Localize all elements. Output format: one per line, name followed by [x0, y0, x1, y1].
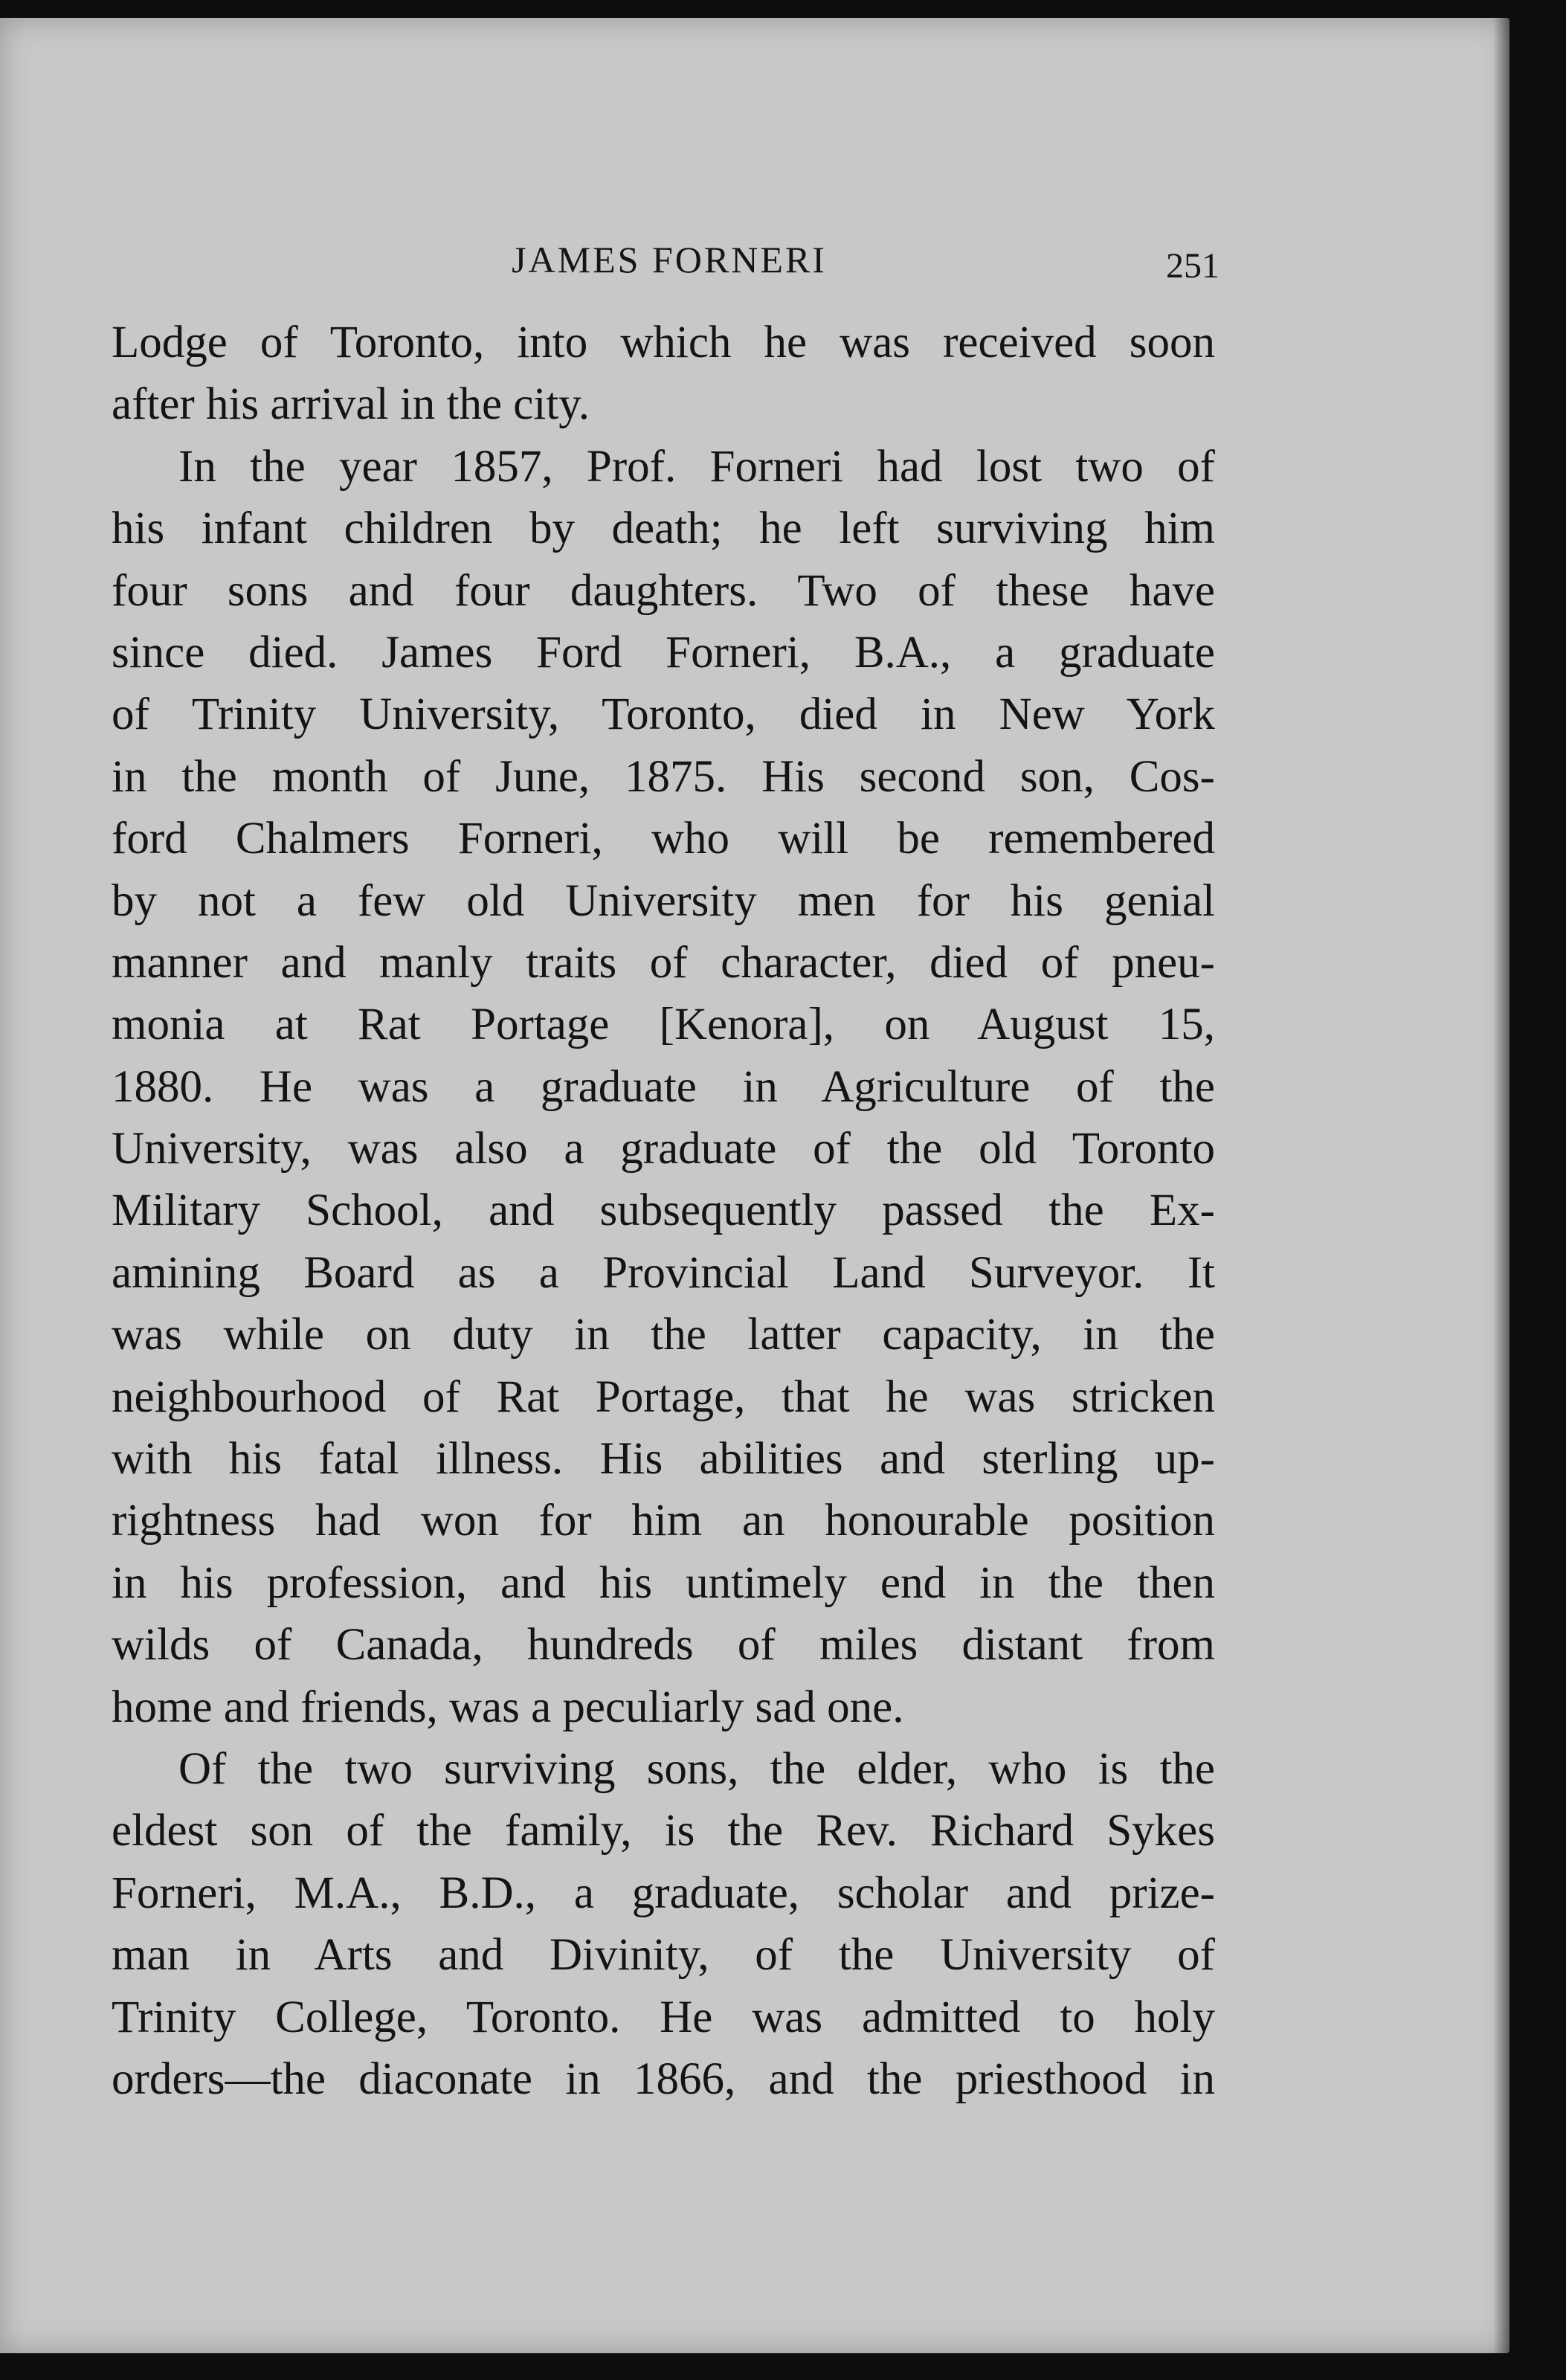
text-line: since died. James Ford Forneri, B.A., a graduate	[112, 627, 1215, 678]
text-line: was while on duty in the latter capacity, in the	[112, 1310, 1215, 1360]
text-line: eldest son of the family, is the Rev. Richard Sykes	[112, 1806, 1215, 1856]
text-line: monia at Rat Portage [Kenora], on August 15,	[112, 1000, 1215, 1050]
text-line: Forneri, M.A., B.D., a graduate, scholar and prize-	[112, 1868, 1215, 1918]
text-line: in his profession, and his untimely end in the then	[112, 1557, 1215, 1608]
text-line: rightness had won for him an honourable position	[112, 1496, 1215, 1546]
text-line: with his fatal illness. His abilities and sterling up-	[112, 1434, 1215, 1485]
text-line: after his arrival in the city.	[112, 379, 590, 430]
text-line: Of the two surviving sons, the elder, who is the	[178, 1743, 1215, 1794]
text-line: In the year 1857, Prof. Forneri had lost two of	[178, 441, 1215, 492]
text-line: in the month of June, 1875. His second son, Cos-	[112, 751, 1215, 802]
text-line: by not a few old University men for his genial	[112, 875, 1215, 926]
text-line: University, was also a graduate of the old Toronto	[112, 1124, 1215, 1174]
book-page	[0, 18, 1509, 2353]
text-line: ford Chalmers Forneri, who will be remembered	[112, 814, 1215, 864]
page-number: 251	[1166, 246, 1219, 286]
text-line: neighbourhood of Rat Portage, that he was stricken	[112, 1371, 1215, 1422]
running-head	[119, 238, 1219, 290]
running-title: JAMES FORNERI	[512, 239, 827, 280]
text-line: manner and manly traits of character, died of pneu-	[112, 937, 1215, 988]
text-line: Lodge of Toronto, into which he was received soon	[112, 318, 1215, 367]
text-line: his infant children by death; he left surviving him	[112, 504, 1215, 554]
text-line: home and friends, was a peculiarly sad one.	[112, 1682, 904, 1732]
text-line: four sons and four daughters. Two of these have	[112, 565, 1215, 616]
text-line: orders—the diaconate in 1866, and the priesthood in	[112, 2053, 1215, 2104]
text-line: man in Arts and Divinity, of the University of	[112, 1930, 1215, 1981]
text-line: Trinity College, Toronto. He was admitted to holy	[112, 1992, 1215, 2042]
text-line: wilds of Canada, hundreds of miles distant from	[112, 1620, 1215, 1670]
text-line: of Trinity University, Toronto, died in New York	[112, 689, 1215, 740]
text-line: 1880. He was a graduate in Agriculture of the	[112, 1061, 1215, 1112]
text-line: amining Board as a Provincial Land Surveyor. It	[112, 1247, 1215, 1298]
body-text	[112, 312, 1215, 2110]
text-line: Military School, and subsequently passed the Ex-	[112, 1186, 1215, 1236]
